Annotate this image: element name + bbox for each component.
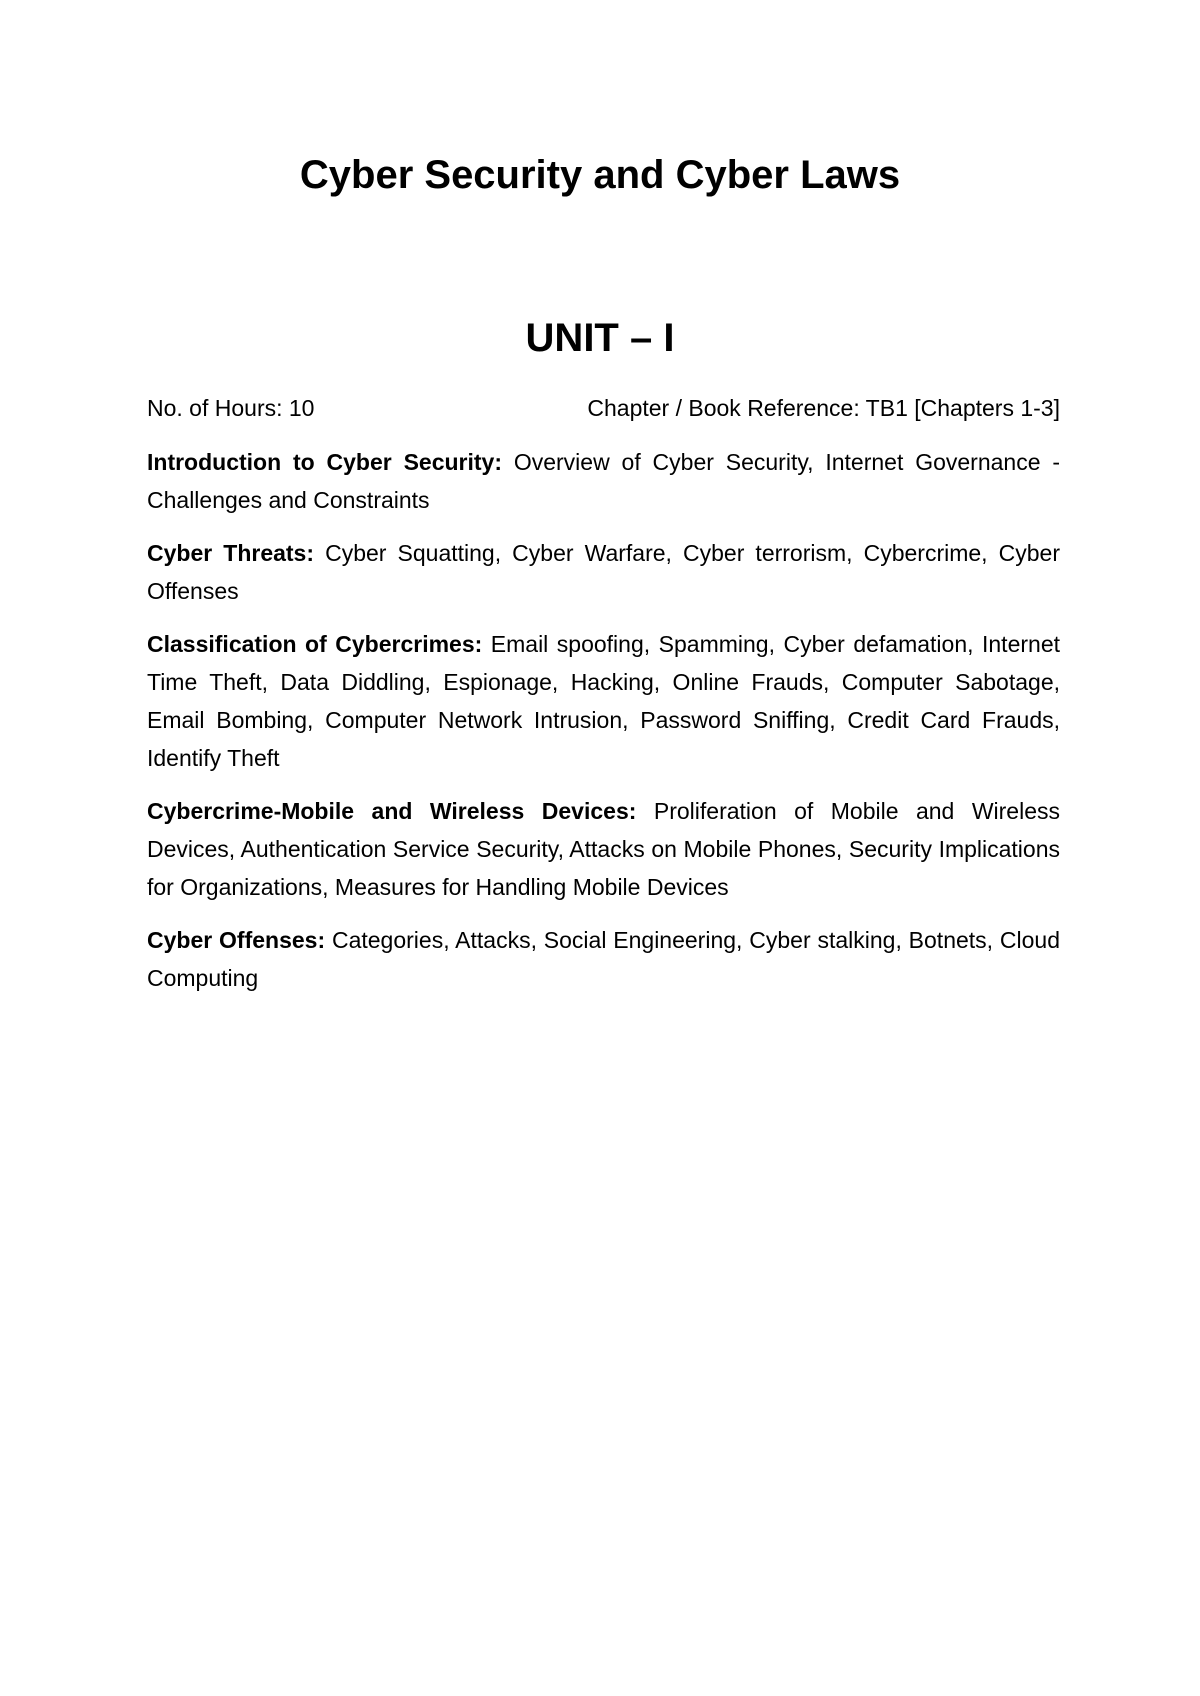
topic-label: Classification of Cybercrimes: <box>147 631 483 657</box>
unit-meta-row <box>147 389 1060 427</box>
topic-text: Email spoofing, Spamming, Cyber defamation, Internet Time Theft, Data Diddling, Espionage, Hacking, Online Frauds, Computer Sabotage, Email Bombing, Computer Network Intrusion, Password Sniffing, Credit Card Frauds, Identify Theft <box>147 631 1060 771</box>
hours-label: No. of Hours: 10 <box>147 395 315 421</box>
topic-label: Cyber Threats: <box>147 540 315 566</box>
topic-text: Proliferation of Mobile and Wireless Devices, Authentication Service Security, Attacks on Mobile Phones, Security Implications for Organizations, Measures for Handling Mobile Devices <box>147 798 1060 900</box>
topic-label: Introduction to Cyber Security: <box>147 449 502 475</box>
topic-text: Overview of Cyber Security, Internet Governance - Challenges and Constraints <box>147 449 1060 513</box>
topic-text: Categories, Attacks, Social Engineering, Cyber stalking, Botnets, Cloud Computing <box>147 927 1060 991</box>
topic-cyber-threats <box>147 534 1060 610</box>
book-reference-label: Chapter / Book Reference: TB1 [Chapters 1-3] <box>587 395 1060 421</box>
unit-heading: UNIT – I <box>525 316 675 360</box>
topic-mobile-wireless-devices <box>147 792 1060 906</box>
topic-introduction <box>147 443 1060 519</box>
topic-classification-of-cybercrimes <box>147 625 1060 777</box>
topic-label: Cybercrime-Mobile and Wireless Devices: <box>147 798 637 824</box>
topic-cyber-offenses <box>147 921 1060 997</box>
topic-text: Cyber Squatting, Cyber Warfare, Cyber terrorism, Cybercrime, Cyber Offenses <box>147 540 1060 604</box>
topic-label: Cyber Offenses: <box>147 927 326 953</box>
unit-content <box>147 389 1060 1012</box>
document-title: Cyber Security and Cyber Laws <box>299 153 901 197</box>
